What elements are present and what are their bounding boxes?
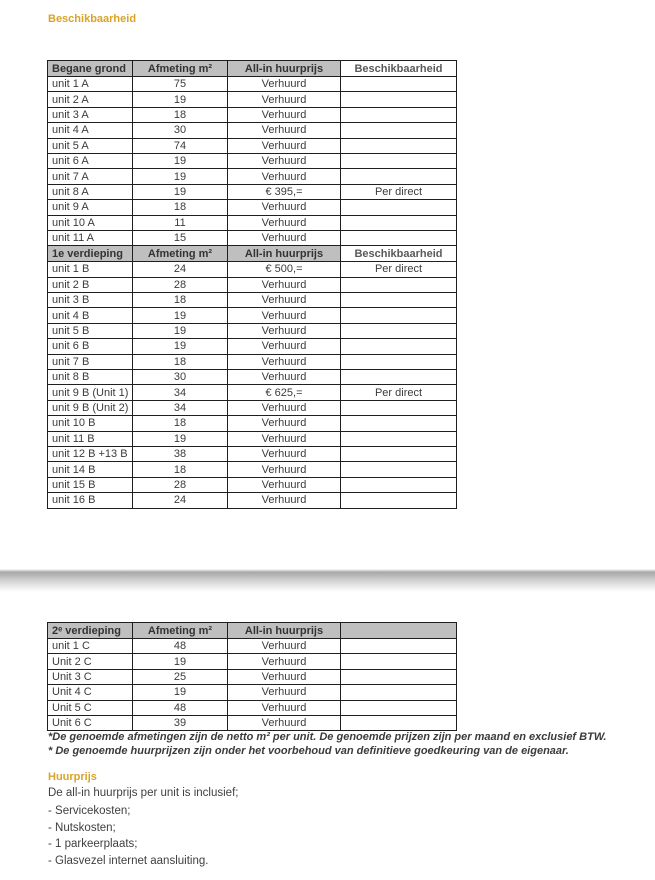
table-row (48, 385, 457, 400)
size-cell: 19 (133, 654, 228, 669)
list-item: - 1 parkeerplaats; (48, 838, 138, 850)
size-cell: 34 (133, 400, 228, 415)
price-cell: Verhuurd (228, 138, 341, 153)
availability-cell (341, 77, 457, 92)
price-cell: Verhuurd (228, 669, 341, 684)
huurprijs-heading: Huurprijs (48, 771, 97, 783)
size-cell: 19 (133, 92, 228, 107)
column-header: All-in huurprijs (228, 61, 341, 77)
unit-cell: unit 1 C (48, 639, 133, 654)
table-row (48, 400, 457, 415)
price-cell: Verhuurd (228, 153, 341, 168)
size-cell: 18 (133, 462, 228, 477)
size-cell: 19 (133, 323, 228, 338)
unit-cell: unit 1 A (48, 77, 133, 92)
availability-cell (341, 107, 457, 122)
table-row (48, 215, 457, 230)
unit-cell: unit 8 B (48, 370, 133, 385)
unit-cell: unit 3 B (48, 293, 133, 308)
price-cell: Verhuurd (228, 77, 341, 92)
availability-table-1e-verdieping (47, 245, 457, 508)
list-item: - Servicekosten; (48, 805, 131, 817)
price-cell: Verhuurd (228, 230, 341, 245)
size-cell: 15 (133, 230, 228, 245)
availability-cell (341, 323, 457, 338)
unit-cell: Unit 3 C (48, 669, 133, 684)
size-cell: 11 (133, 215, 228, 230)
table-row (48, 153, 457, 168)
price-cell: Verhuurd (228, 169, 341, 184)
table-row (48, 639, 457, 654)
unit-cell: unit 4 B (48, 308, 133, 323)
table-row (48, 446, 457, 461)
price-cell: Verhuurd (228, 339, 341, 354)
table-row (48, 493, 457, 508)
table-row (48, 92, 457, 107)
availability-table-2e-verdieping (47, 622, 457, 731)
price-cell: Verhuurd (228, 354, 341, 369)
unit-cell: Unit 6 C (48, 715, 133, 730)
unit-cell: unit 5 A (48, 138, 133, 153)
availability-cell (341, 654, 457, 669)
table-row (48, 262, 457, 277)
column-header: 2ᵉ verdieping (48, 623, 133, 639)
column-header: Afmeting m² (133, 623, 228, 639)
price-cell: Verhuurd (228, 416, 341, 431)
table-row (48, 700, 457, 715)
table-row (48, 277, 457, 292)
availability-cell (341, 215, 457, 230)
header-row (48, 623, 457, 639)
price-cell: € 500,= (228, 262, 341, 277)
table-row (48, 339, 457, 354)
huurprijs-intro: De all-in huurprijs per unit is inclusief; (48, 787, 239, 799)
table-row (48, 354, 457, 369)
table-row (48, 416, 457, 431)
unit-cell: unit 6 B (48, 339, 133, 354)
unit-cell: unit 11 B (48, 431, 133, 446)
size-cell: 48 (133, 700, 228, 715)
size-cell: 30 (133, 123, 228, 138)
column-header: Begane grond (48, 61, 133, 77)
availability-cell (341, 123, 457, 138)
price-cell: Verhuurd (228, 446, 341, 461)
unit-cell: unit 2 A (48, 92, 133, 107)
table-row (48, 138, 457, 153)
unit-cell: unit 9 A (48, 200, 133, 215)
availability-cell (341, 700, 457, 715)
price-cell: Verhuurd (228, 323, 341, 338)
footnote-line: * De genoemde huurprijzen zijn onder het voorbehoud van definitieve goedkeuring van de eigenaar. (48, 744, 569, 757)
unit-cell: unit 7 B (48, 354, 133, 369)
price-cell: Verhuurd (228, 400, 341, 415)
unit-cell: unit 5 B (48, 323, 133, 338)
availability-cell (341, 446, 457, 461)
price-cell: Verhuurd (228, 370, 341, 385)
price-cell: Verhuurd (228, 462, 341, 477)
unit-cell: unit 3 A (48, 107, 133, 122)
table-row (48, 308, 457, 323)
table-row (48, 654, 457, 669)
availability-cell (341, 153, 457, 168)
availability-cell (341, 138, 457, 153)
availability-cell (341, 416, 457, 431)
availability-cell: Per direct (341, 262, 457, 277)
size-cell: 38 (133, 446, 228, 461)
unit-cell: unit 9 B (Unit 2) (48, 400, 133, 415)
availability-cell (341, 169, 457, 184)
unit-cell: unit 9 B (Unit 1) (48, 385, 133, 400)
size-cell: 28 (133, 277, 228, 292)
availability-tables (47, 60, 457, 509)
column-header: Beschikbaarheid (341, 61, 457, 77)
table-row (48, 230, 457, 245)
unit-cell: Unit 2 C (48, 654, 133, 669)
size-cell: 19 (133, 153, 228, 168)
size-cell: 75 (133, 77, 228, 92)
price-cell: Verhuurd (228, 123, 341, 138)
size-cell: 19 (133, 339, 228, 354)
availability-cell (341, 277, 457, 292)
unit-cell: unit 4 A (48, 123, 133, 138)
availability-cell (341, 370, 457, 385)
table-row (48, 184, 457, 199)
table-row (48, 107, 457, 122)
availability-cell (341, 431, 457, 446)
unit-cell: unit 7 A (48, 169, 133, 184)
list-item: - Nutskosten; (48, 821, 116, 834)
price-cell: Verhuurd (228, 293, 341, 308)
price-cell: € 395,= (228, 184, 341, 199)
availability-cell (341, 354, 457, 369)
page-title: Beschikbaarheid (48, 13, 137, 25)
price-cell: Verhuurd (228, 654, 341, 669)
unit-cell: Unit 4 C (48, 685, 133, 700)
availability-cell: Per direct (341, 184, 457, 199)
availability-table-block-2 (47, 622, 457, 731)
availability-cell (341, 230, 457, 245)
unit-cell: unit 8 A (48, 184, 133, 199)
price-cell: Verhuurd (228, 200, 341, 215)
column-header: 1e verdieping (48, 246, 133, 262)
unit-cell: unit 2 B (48, 277, 133, 292)
price-cell: Verhuurd (228, 477, 341, 492)
unit-cell: Unit 5 C (48, 700, 133, 715)
price-cell: Verhuurd (228, 215, 341, 230)
availability-cell (341, 462, 457, 477)
table-row (48, 323, 457, 338)
unit-cell: unit 10 A (48, 215, 133, 230)
table-row (48, 200, 457, 215)
size-cell: 19 (133, 184, 228, 199)
column-header: All-in huurprijs (228, 246, 341, 262)
availability-cell (341, 669, 457, 684)
huurprijs-section (48, 771, 608, 869)
unit-cell: unit 10 B (48, 416, 133, 431)
header-row (48, 61, 457, 77)
unit-cell: unit 11 A (48, 230, 133, 245)
availability-cell (341, 493, 457, 508)
price-cell: Verhuurd (228, 277, 341, 292)
table-row (48, 123, 457, 138)
column-header: Afmeting m² (133, 61, 228, 77)
size-cell: 19 (133, 685, 228, 700)
availability-cell (341, 308, 457, 323)
size-cell: 48 (133, 639, 228, 654)
size-cell: 18 (133, 354, 228, 369)
unit-cell: unit 14 B (48, 462, 133, 477)
column-header: All-in huurprijs (228, 623, 341, 639)
size-cell: 18 (133, 293, 228, 308)
size-cell: 25 (133, 669, 228, 684)
size-cell: 18 (133, 107, 228, 122)
size-cell: 18 (133, 200, 228, 215)
availability-cell: Per direct (341, 385, 457, 400)
size-cell: 28 (133, 477, 228, 492)
price-cell: Verhuurd (228, 639, 341, 654)
column-header: Afmeting m² (133, 246, 228, 262)
price-cell: Verhuurd (228, 715, 341, 730)
availability-table-begane-grond (47, 60, 457, 246)
size-cell: 24 (133, 493, 228, 508)
unit-cell: unit 1 B (48, 262, 133, 277)
column-header (341, 623, 457, 639)
availability-cell (341, 339, 457, 354)
unit-cell: unit 6 A (48, 153, 133, 168)
footnote-line: *De genoemde afmetingen zijn de netto m² per unit. De genoemde prijzen zijn per maand en exclusief BTW. (48, 731, 607, 743)
price-cell: Verhuurd (228, 685, 341, 700)
availability-cell (341, 639, 457, 654)
footnotes (48, 731, 634, 758)
table-row (48, 715, 457, 730)
table-row (48, 462, 457, 477)
size-cell: 18 (133, 416, 228, 431)
size-cell: 19 (133, 431, 228, 446)
unit-cell: unit 15 B (48, 477, 133, 492)
availability-cell (341, 293, 457, 308)
size-cell: 19 (133, 169, 228, 184)
price-cell: € 625,= (228, 385, 341, 400)
availability-cell (341, 200, 457, 215)
table-row (48, 169, 457, 184)
table-row (48, 293, 457, 308)
size-cell: 39 (133, 715, 228, 730)
price-cell: Verhuurd (228, 308, 341, 323)
unit-cell: unit 16 B (48, 493, 133, 508)
availability-cell (341, 715, 457, 730)
size-cell: 30 (133, 370, 228, 385)
header-row (48, 246, 457, 262)
size-cell: 34 (133, 385, 228, 400)
price-cell: Verhuurd (228, 493, 341, 508)
size-cell: 19 (133, 308, 228, 323)
table-row (48, 370, 457, 385)
price-cell: Verhuurd (228, 700, 341, 715)
table-row (48, 669, 457, 684)
price-cell: Verhuurd (228, 107, 341, 122)
table-row (48, 77, 457, 92)
column-header: Beschikbaarheid (341, 246, 457, 262)
table-row (48, 431, 457, 446)
table-row (48, 477, 457, 492)
table-row (48, 685, 457, 700)
price-cell: Verhuurd (228, 431, 341, 446)
price-cell: Verhuurd (228, 92, 341, 107)
page-break-separator (0, 569, 655, 593)
availability-cell (341, 400, 457, 415)
availability-cell (341, 477, 457, 492)
size-cell: 24 (133, 262, 228, 277)
size-cell: 74 (133, 138, 228, 153)
availability-cell (341, 92, 457, 107)
list-item: - Glasvezel internet aansluiting. (48, 854, 209, 867)
unit-cell: unit 12 B +13 B (48, 446, 133, 461)
availability-cell (341, 685, 457, 700)
